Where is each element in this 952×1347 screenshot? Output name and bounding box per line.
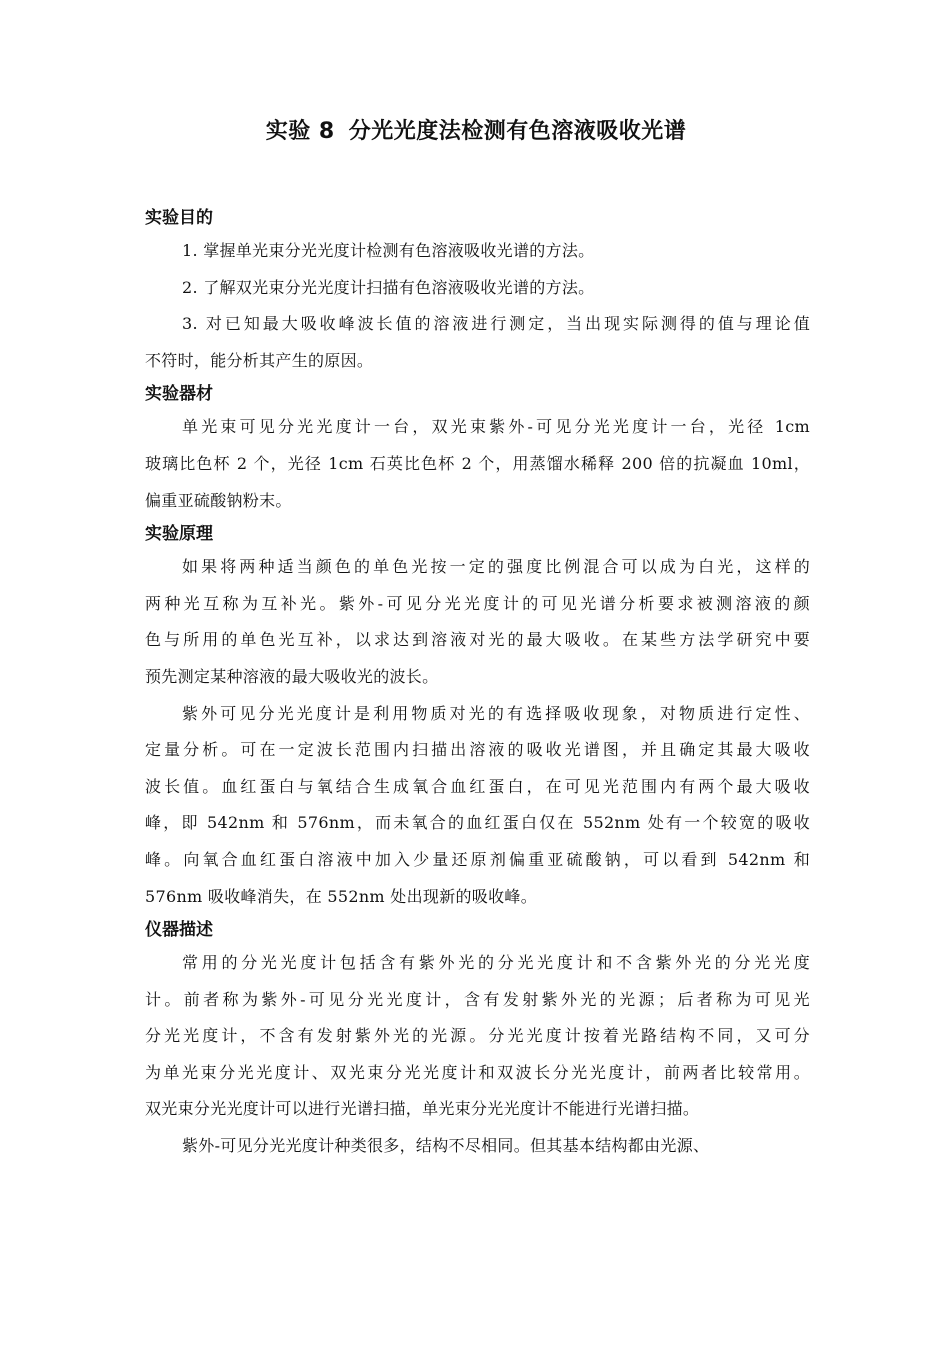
paragraph-line: 色与所用的单色光互补，以求达到溶液对光的最大吸收。在某些方法学研究中要 [145, 630, 810, 650]
paragraph-line: 紫外-可见分光光度计种类很多，结构不尽相同。但其基本结构都由光源、 [182, 1136, 710, 1156]
document-body [145, 203, 810, 1165]
paragraph-line: 峰。向氧合血红蛋白溶液中加入少量还原剂偏重亚硫酸钠，可以看到 542nm 和 [145, 849, 810, 869]
purpose-list [145, 233, 810, 379]
section-heading-principle: 实验原理 [145, 524, 213, 545]
purpose-item-continued: 不符时，能分析其产生的原因。 [145, 350, 374, 370]
instrument-paragraph-2 [145, 1128, 810, 1165]
paragraph-line: 为单光束分光光度计、双光束分光光度计和双波长分光光度计，前两者比较常用。 [145, 1062, 810, 1082]
paragraph-line: 576nm 吸收峰消失，在 552nm 处出现新的吸收峰。 [145, 886, 537, 906]
experiment-title: 分光光度法检测有色溶液吸收光谱 [348, 119, 687, 144]
paragraph-line: 单光束可见分光光度计一台，双光束紫外-可见分光光度计一台，光径 1cm [182, 417, 810, 437]
purpose-item: 1. 掌握单光束分光光度计检测有色溶液吸收光谱的方法。 [182, 241, 595, 260]
principle-paragraph-2 [145, 696, 810, 916]
purpose-item: 2. 了解双光束分光光度计扫描有色溶液吸收光谱的方法。 [182, 277, 595, 297]
paragraph-line: 两种光互称为互补光。紫外-可见分光光度计的可见光谱分析要求被测溶液的颜 [145, 593, 810, 613]
experiment-number: 实验 8 [265, 119, 335, 144]
paragraph-line: 双光束分光光度计可以进行光谱扫描，单光束分光光度计不能进行光谱扫描。 [145, 1099, 700, 1119]
purpose-item: 3. 对已知最大吸收峰波长值的溶液进行测定，当出现实际测得的值与理论值 [182, 314, 810, 334]
paragraph-line: 峰，即 542nm 和 576nm，而未氧合的血红蛋白仅在 552nm 处有一个较宽的吸收 [145, 813, 810, 833]
paragraph-line: 定量分析。可在一定波长范围内扫描出溶液的吸收光谱图，并且确定其最大吸收 [145, 740, 810, 760]
paragraph-line: 偏重亚硫酸钠粉末。 [145, 490, 292, 510]
paragraph-line: 常用的分光光度计包括含有紫外光的分光光度计和不含紫外光的分光光度 [182, 953, 810, 973]
paragraph-line: 计。前者称为紫外-可见分光光度计，含有发射紫外光的光源；后者称为可见光 [145, 989, 810, 1009]
paragraph-line: 波长值。血红蛋白与氧结合生成氧合血红蛋白，在可见光范围内有两个最大吸收 [145, 776, 810, 796]
page-title [0, 112, 952, 152]
equipment-paragraph [145, 409, 810, 519]
section-heading-instrument: 仪器描述 [145, 920, 213, 941]
instrument-paragraph-1 [145, 945, 810, 1128]
paragraph-line: 如果将两种适当颜色的单色光按一定的强度比例混合可以成为白光，这样的 [182, 557, 810, 577]
paragraph-line: 分光光度计，不含有发射紫外光的光源。分光光度计按着光路结构不同，又可分 [145, 1026, 810, 1046]
section-heading-equipment: 实验器材 [145, 384, 213, 405]
paragraph-line: 预先测定某种溶液的最大吸收光的波长。 [145, 666, 439, 686]
paragraph-line: 玻璃比色杯 2 个，光径 1cm 石英比色杯 2 个，用蒸馏水稀释 200 倍的抗凝血 10ml， [145, 453, 810, 473]
section-heading-purpose: 实验目的 [145, 208, 213, 228]
paragraph-line: 紫外可见分光光度计是利用物质对光的有选择吸收现象，对物质进行定性、 [182, 703, 810, 723]
principle-paragraph-1 [145, 549, 810, 695]
